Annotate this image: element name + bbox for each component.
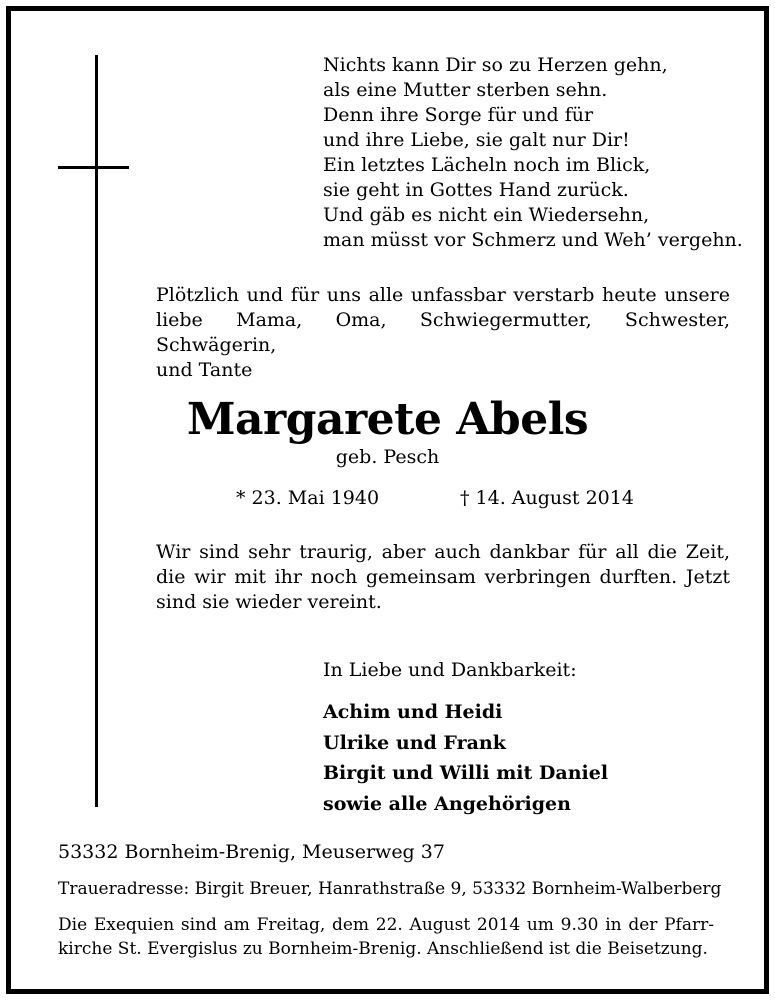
funeral-info bbox=[58, 913, 714, 961]
poem-line: Denn ihre Sorge für und für bbox=[323, 104, 594, 126]
family-member: Ulrike und Frank bbox=[323, 731, 506, 754]
home-address: 53332 Bornheim-Brenig, Meuserweg 37 bbox=[58, 841, 445, 863]
poem-line: als eine Mutter sterben sehn. bbox=[323, 79, 608, 101]
birth-name: geb. Pesch bbox=[335, 446, 440, 468]
thanks-line: die wir mit ihr noch gemeinsam verbringen durften. Jetzt bbox=[156, 566, 730, 588]
poem-line: man müsst vor Schmerz und Weh’ vergehn. bbox=[323, 229, 743, 251]
birth-date: * 23. Mai 1940 bbox=[236, 487, 380, 509]
poem bbox=[323, 53, 763, 253]
intro-text bbox=[156, 283, 730, 383]
deceased-name: Margarete Abels bbox=[186, 394, 589, 445]
intro-line: und Tante bbox=[156, 359, 253, 381]
family-member: sowie alle Angehörigen bbox=[323, 792, 571, 815]
family-list bbox=[323, 697, 608, 819]
death-date: † 14. August 2014 bbox=[460, 487, 634, 509]
thanks-text bbox=[156, 540, 730, 615]
thanks-line: sind sie wieder vereint. bbox=[156, 591, 382, 613]
funeral-line: kirche St. Evergislus zu Bornheim-Brenig. Anschließend ist die Beisetzung. bbox=[58, 939, 708, 959]
obituary-notice bbox=[6, 6, 769, 994]
intro-line: Plötzlich und für uns alle unfassbar verstarb heute unsere bbox=[156, 284, 730, 306]
poem-line: Ein letztes Lächeln noch im Blick, bbox=[323, 154, 651, 176]
poem-line: und ihre Liebe, sie galt nur Dir! bbox=[323, 129, 630, 151]
funeral-line: Die Exequien sind am Freitag, dem 22. August 2014 um 9.30 in der Pfarr- bbox=[58, 915, 714, 935]
cross-icon-horizontal bbox=[58, 166, 129, 169]
poem-line: sie geht in Gottes Hand zurück. bbox=[323, 179, 629, 201]
family-member: Birgit und Willi mit Daniel bbox=[323, 762, 609, 784]
poem-line: Und gäb es nicht ein Wiedersehn, bbox=[323, 204, 650, 226]
closing-line: In Liebe und Dankbarkeit: bbox=[323, 659, 577, 681]
poem-line: Nichts kann Dir so zu Herzen gehn, bbox=[323, 54, 668, 76]
thanks-line: Wir sind sehr traurig, aber auch dankbar für all die Zeit, bbox=[156, 541, 730, 563]
intro-line: liebe Mama, Oma, Schwiegermutter, Schwester, Schwägerin, bbox=[156, 309, 730, 356]
family-member: Achim und Heidi bbox=[323, 701, 503, 723]
mourning-address: Traueradresse: Birgit Breuer, Hanrathstraße 9, 53332 Bornheim-Walberberg bbox=[58, 879, 722, 899]
